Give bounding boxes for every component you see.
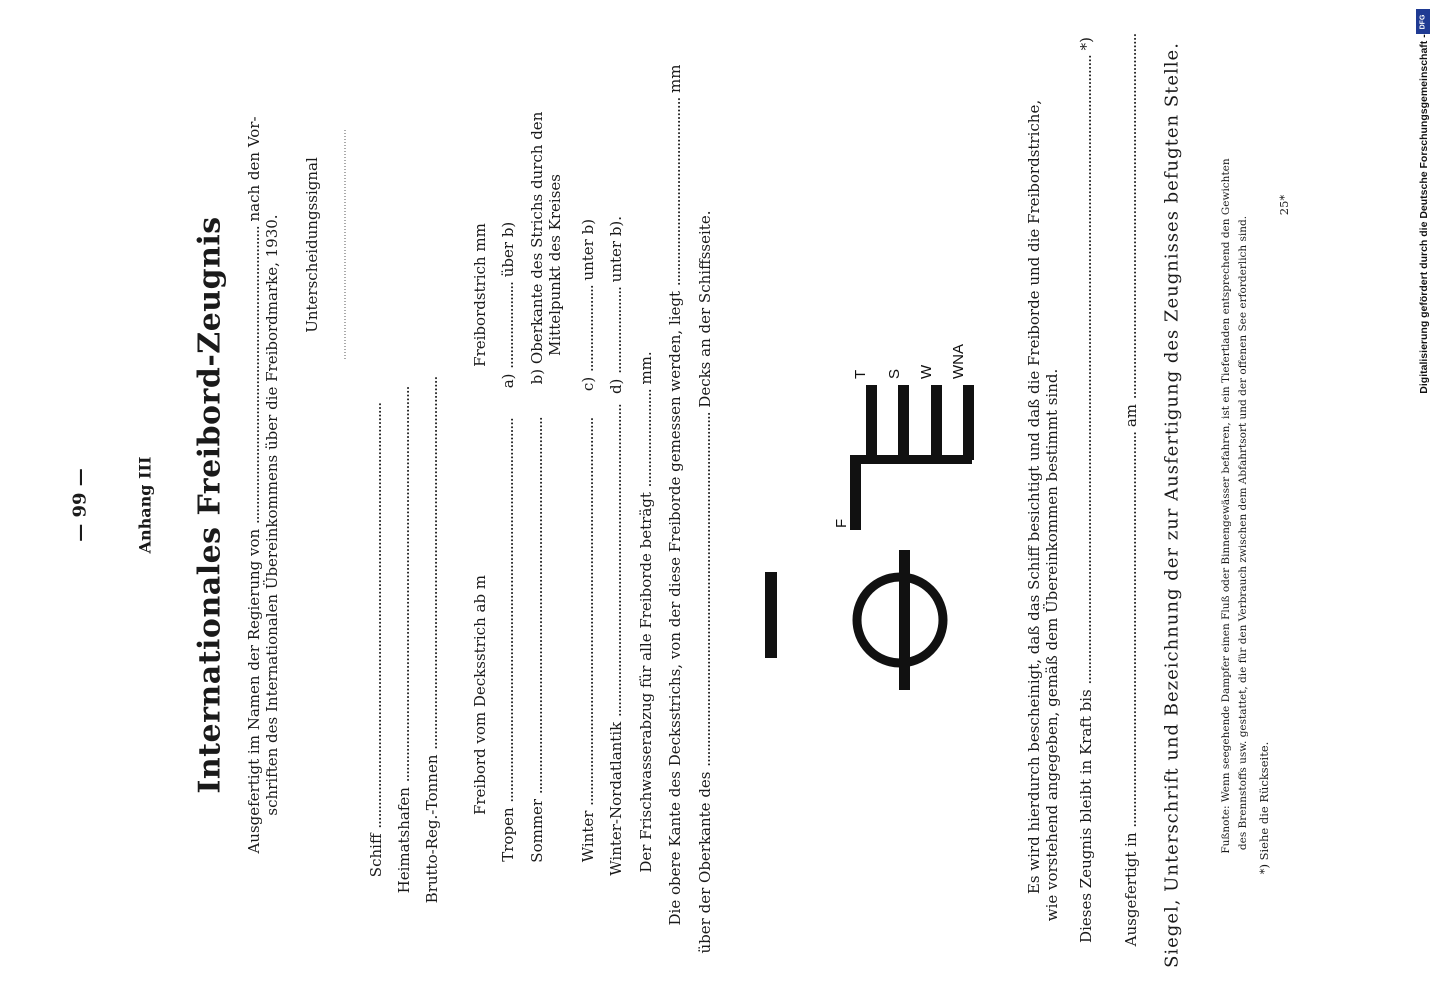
validity-blank: ....................................................................................................................................................................... <box>1077 55 1095 685</box>
appendix-heading: Anhang III <box>135 456 155 554</box>
intro-line-1 <box>245 116 263 853</box>
field-home-port <box>395 387 413 894</box>
freeboard-deck-heading: Freibord vom Decksstrich ab m <box>471 574 489 816</box>
deck-line-text-2: über der Oberkante des .............................................................................................. Decks an der Schiffsseite. <box>696 210 714 954</box>
issued-on-label: am <box>1122 403 1140 428</box>
row-tropics-relation: über b) <box>499 221 517 278</box>
fresh-water-allowance: Der Frischwasserabzug für alle Freiborde beträgt .......................... mm. <box>637 351 655 873</box>
validity-footnote-ref: *) <box>1077 37 1095 51</box>
footnote-label: Fußnote: <box>1220 805 1232 854</box>
certification-line-2: wie vorstehend angegeben, gemäß dem Übereinkommen bestimmt sind. <box>1043 368 1061 922</box>
dfg-logo <box>1416 9 1430 34</box>
field-home-port-blank: ......................................................................................................... <box>395 386 413 783</box>
deck-line-unit: mm <box>666 64 684 93</box>
page-number: — 99 — <box>69 468 91 542</box>
footnote-line-2: des Brennstoffs usw. gestattet, die für den Verbrauch zwischen dem Abfahrtsort und der offenen See erforderlich sind. <box>1237 215 1249 851</box>
digitization-credit: Digitalisierung gefördert durch die Deutsche Forschungsgemeinschaft - <box>1418 34 1430 394</box>
field-ship-blank: ................................................................................................................. <box>367 402 385 829</box>
row-tropics-key: a) <box>499 373 517 389</box>
row-winter-key: c) <box>579 376 597 392</box>
dfg-logo-text: DFG <box>1419 14 1427 29</box>
deck-line-text-1: Die obere Kante des Decksstrichs, von der diese Freiborde gemessen werden, liegt .................................................. mm <box>666 64 684 926</box>
row-summer-key: b) <box>528 368 546 385</box>
row-tropics-note: a) ....................... über b) <box>499 221 517 389</box>
mark-winter <box>931 385 942 460</box>
issued-in-label: Ausgefertigt in <box>1122 832 1140 947</box>
row-summer-note <box>528 112 546 385</box>
row-summer: Sommer .................................................................................................... <box>528 417 546 863</box>
row-tropics: Tropen ...................................................................................................... <box>499 418 517 862</box>
intro-according-to: nach den Vor- <box>245 116 263 222</box>
blank-government: ............................................................................... <box>245 226 263 524</box>
row-winter-label: Winter <box>579 810 597 863</box>
deck-line-ship-side: Decks an der Schiffsseite. <box>696 210 714 408</box>
plimsoll-line <box>899 550 910 690</box>
mark-vertical-bar <box>850 455 861 530</box>
freeboard-line-heading: Freibordstrich mm <box>471 223 489 367</box>
mark-summer <box>898 385 909 460</box>
row-winter-north-atlantic-label: Winter-Nordatlantik <box>607 721 625 876</box>
deck-line-bar <box>765 572 777 658</box>
mark-winter-north-atlantic <box>963 385 974 460</box>
field-gross-tonnage-label: Brutto-Reg.-Tonnen <box>423 754 441 904</box>
row-summer-relation: Oberkante des Strichs durch den <box>528 111 546 365</box>
row-summer-note-2: Mittelpunkt des Kreises <box>546 174 564 356</box>
field-gross-tonnage-blank: ................................................................................................... <box>423 376 441 750</box>
deck-line-over-top: über der Oberkante des <box>696 771 714 954</box>
deck-line-sentence: Die obere Kante des Decksstrichs, von der diese Freiborde gemessen werden, liegt <box>666 290 684 926</box>
row-tropics-label: Tropen <box>499 807 517 862</box>
signal-label: Unterscheidungssignal <box>303 157 321 333</box>
row-winter: Winter ....................................................................................................... <box>579 417 597 863</box>
sheet-mark: 25* <box>1277 194 1291 216</box>
issued-date-blank: ................................................................................................. <box>1122 33 1140 400</box>
fresh-water-label: Der Frischwasserabzug für alle Freiborde beträgt <box>637 492 655 873</box>
certification-line-1: Es wird hierdurch bescheinigt, daß das Schiff besichtigt und daß die Freiborde und die Freibordstriche, <box>1025 99 1043 895</box>
issued-line <box>1122 34 1140 947</box>
footnote-text-1: Wenn seegehende Dampfer einen Fluß oder Binnengewässer befahren, ist ein Tiefertladen entsprechend den Gewichten <box>1220 158 1232 803</box>
row-winter-relation: unter b) <box>579 218 597 281</box>
mark-label-wna: WNA <box>950 344 967 379</box>
intro-line-2: schriften des Internationalen Übereinkommens über die Freibordmarke, 1930. <box>263 214 281 816</box>
validity-label: Dieses Zeugnis bleibt in Kraft bis <box>1077 689 1095 943</box>
field-ship <box>367 403 385 877</box>
footnote-line-1 <box>1220 158 1232 853</box>
row-winter-north-atlantic: Winter-Nordatlantik ................................................................................... <box>607 404 625 876</box>
field-home-port-label: Heimatshafen <box>395 787 413 894</box>
issued-place-blank: ......................................................................................................... <box>1122 431 1140 828</box>
row-winter-north-atlantic-relation: unter b). <box>607 215 625 283</box>
row-winter-note: c) ....................... unter b) <box>579 218 597 392</box>
mark-label-t: T <box>852 369 869 379</box>
fresh-water-unit: mm. <box>637 351 655 385</box>
mark-label-w: W <box>918 364 935 379</box>
field-gross-tonnage <box>423 377 441 904</box>
row-winter-north-atlantic-key: d) <box>607 378 625 395</box>
validity-line <box>1077 37 1095 943</box>
page-title: Internationales Freibord-Zeugnis <box>192 216 228 794</box>
field-ship-label: Schiff <box>367 833 385 878</box>
mark-label-s: S <box>886 368 903 379</box>
row-summer-label: Sommer <box>528 798 546 863</box>
mark-label-f: F <box>833 518 850 528</box>
seal-signature-line: Siegel, Unterschrift und Bezeichnung der zur Ausfertigung des Zeugnisses befugten Stelle. <box>1161 42 1183 968</box>
intro-issued-on-behalf: Ausgefertigt im Namen der Regierung von <box>245 528 263 854</box>
footnote-star-note: *) Siehe die Rückseite. <box>1257 741 1271 875</box>
row-winter-north-atlantic-note: d) ....................... unter b). <box>607 215 625 395</box>
mark-tropical <box>866 385 877 460</box>
